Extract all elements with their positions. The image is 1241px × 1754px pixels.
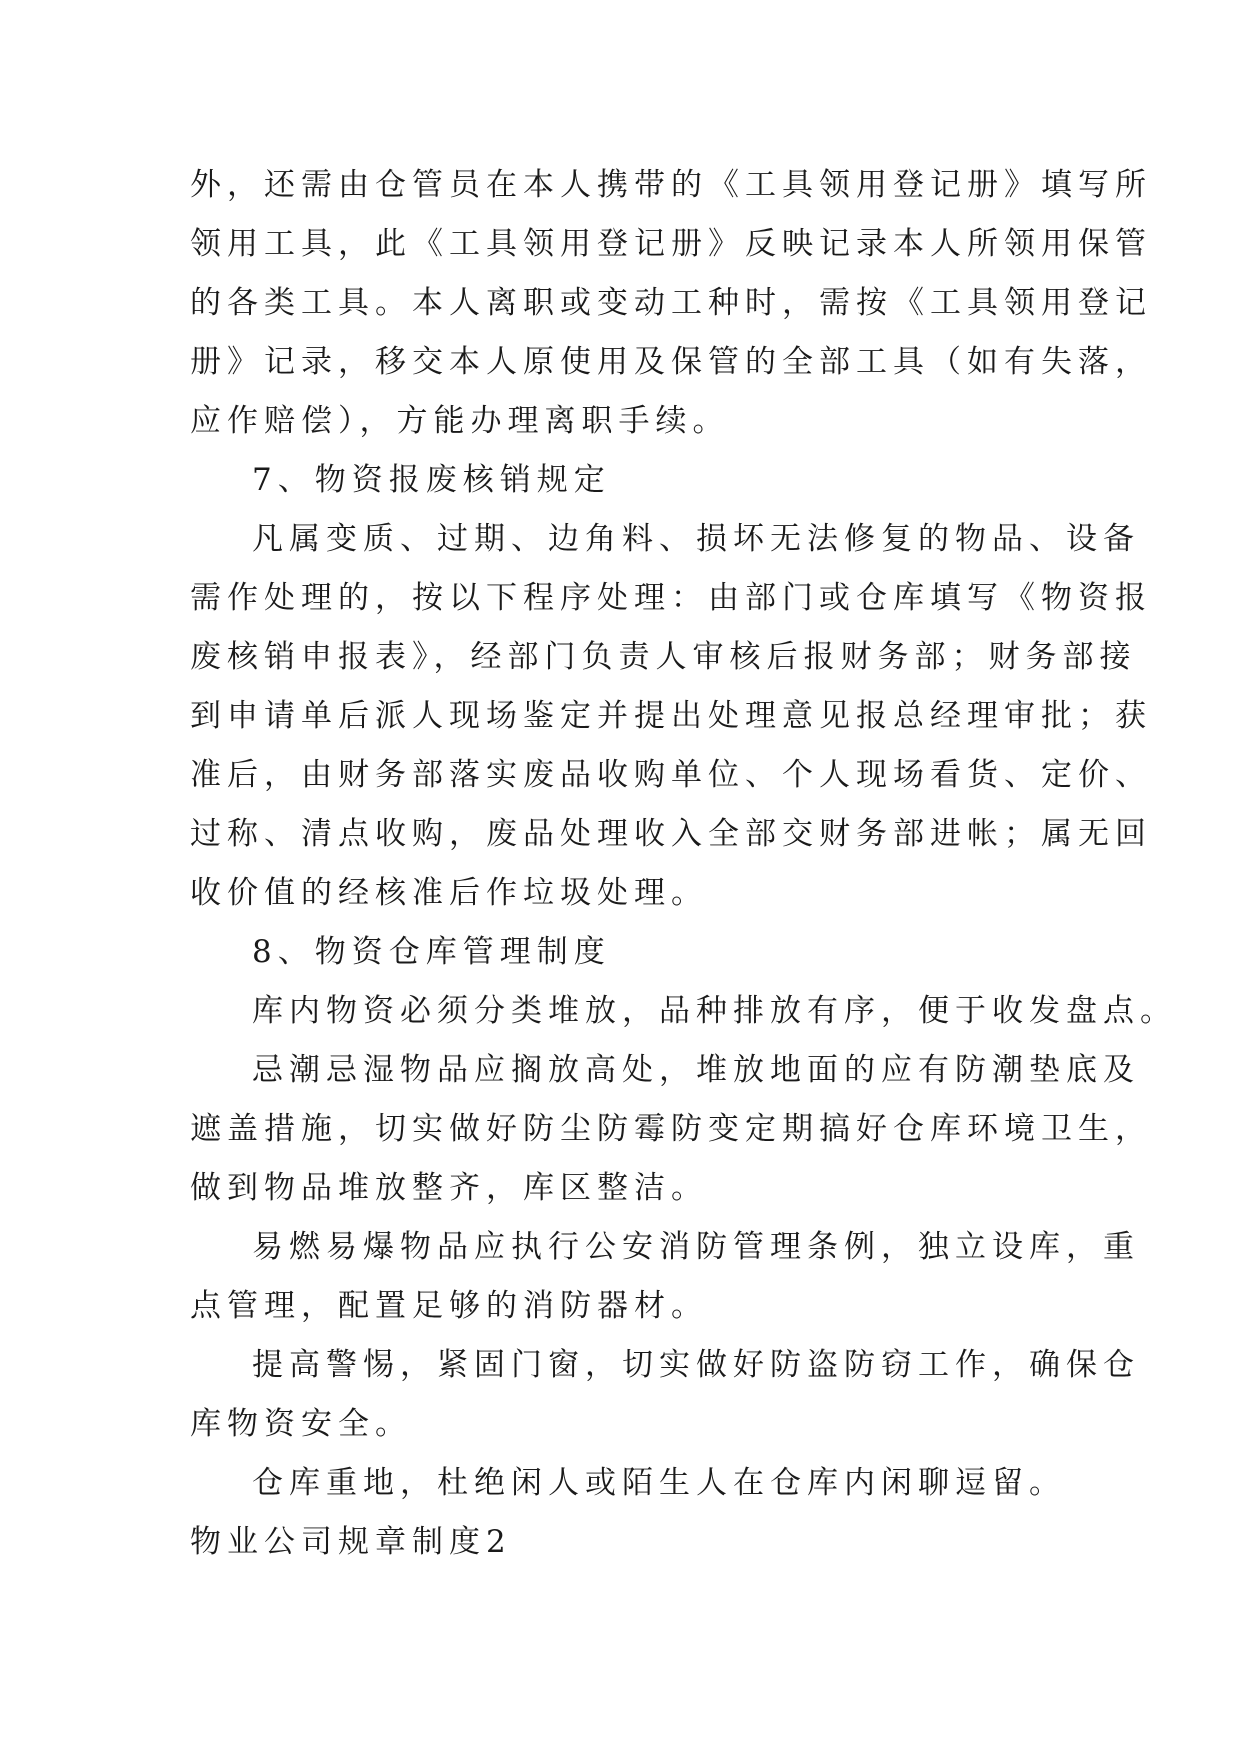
text-line: 准后，由财务部落实废品收购单位、个人现场看货、定价、	[190, 757, 1152, 793]
text-line: 废核销申报表》，经部门负责人审核后报财务部；财务部接	[190, 639, 1137, 675]
paragraph-moisture-protection	[190, 1041, 1152, 1218]
text-line: 提高警惕，紧固门窗，切实做好防盗防窃工作，确保仓	[252, 1347, 1140, 1383]
text-line: 需作处理的，按以下程序处理：由部门或仓库填写《物资报	[190, 580, 1152, 616]
text-line: 忌潮忌湿物品应搁放高处，堆放地面的应有防潮垫底及	[252, 1052, 1140, 1088]
paragraph-theft-prevention	[190, 1336, 1140, 1454]
section-title-text: 物业公司规章制度2	[190, 1524, 512, 1560]
text-line: 凡属变质、过期、边角料、损坏无法修复的物品、设备	[252, 521, 1140, 557]
text-line: 易燃易爆物品应执行公安消防管理条例，独立设库，重	[252, 1229, 1140, 1265]
paragraph-fire-safety	[190, 1218, 1140, 1336]
document-body	[190, 156, 1177, 1572]
text-line: 到申请单后派人现场鉴定并提出处理意见报总经理审批；获	[190, 698, 1152, 734]
text-line: 过称、清点收购，废品处理收入全部交财务部进帐；属无回	[190, 816, 1152, 852]
document-section-title	[190, 1513, 1060, 1572]
heading-text: 7、物资报废核销规定	[252, 462, 611, 498]
text-line: 仓库重地，杜绝闲人或陌生人在仓库内闲聊逗留。	[252, 1465, 1066, 1501]
text-line: 收价值的经核准后作垃圾处理。	[190, 875, 708, 911]
text-line: 应作赔偿），方能办理离职手续。	[190, 403, 730, 439]
text-line: 做到物品堆放整齐，库区整洁。	[190, 1170, 708, 1206]
text-line: 册》记录，移交本人原使用及保管的全部工具（如有失落，	[190, 344, 1152, 380]
section-heading-8	[190, 923, 1060, 982]
paragraph-storage-order	[190, 982, 1177, 1041]
text-line: 遮盖措施，切实做好防尘防霉防变定期搞好仓库环境卫生，	[190, 1111, 1152, 1147]
text-line: 库内物资必须分类堆放，品种排放有序，便于收发盘点。	[252, 993, 1177, 1029]
text-line: 点管理，配置足够的消防器材。	[190, 1288, 708, 1324]
paragraph-scrap-procedure	[190, 510, 1152, 923]
text-line: 外，还需由仓管员在本人携带的《工具领用登记册》填写所	[190, 167, 1152, 203]
section-heading-7	[190, 451, 1060, 510]
text-line: 领用工具，此《工具领用登记册》反映记录本人所领用保管	[190, 226, 1152, 262]
paragraph-tool-register	[190, 156, 1152, 451]
text-line: 的各类工具。本人离职或变动工种时，需按《工具领用登记	[190, 285, 1152, 321]
paragraph-restricted-access	[190, 1454, 1066, 1513]
heading-text: 8、物资仓库管理制度	[252, 934, 611, 970]
text-line: 库物资安全。	[190, 1406, 412, 1442]
